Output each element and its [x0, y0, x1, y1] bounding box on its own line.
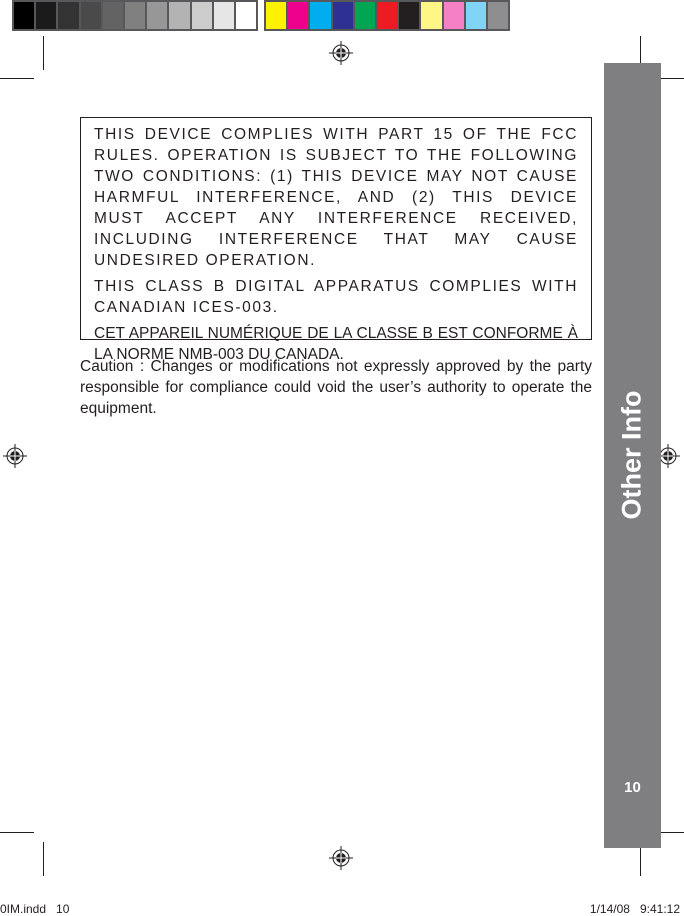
section-title: Other Info [616, 390, 647, 520]
page-number: 10 [624, 779, 641, 796]
color-swatch [333, 2, 353, 29]
gray-swatch [14, 2, 34, 29]
color-swatch [288, 2, 308, 29]
registration-mark-icon [329, 41, 353, 65]
slug-timestamp: 1/14/08 9:41:12 [589, 902, 680, 916]
registration-mark-icon [3, 444, 27, 468]
color-swatch [266, 2, 286, 29]
process-color-bar [264, 0, 510, 31]
crop-mark [43, 36, 44, 70]
gray-swatch [103, 2, 123, 29]
color-swatch [488, 2, 508, 29]
gray-color-bar [12, 0, 258, 31]
fcc-notice-box [80, 117, 592, 363]
gray-swatch [125, 2, 145, 29]
caution-text: Caution : Changes or modifications not expressly approved by the party responsible for compliance could void the user’s authority to operate the equipment. [80, 358, 592, 417]
ices-statement: THIS CLASS B DIGITAL APPARATUS COMPLIES WITH CANADIAN ICES-003. [94, 278, 578, 316]
gray-swatch [36, 2, 56, 29]
gray-swatch [236, 2, 256, 29]
registration-mark-icon [329, 846, 353, 870]
slug-filename: 0IM.indd 10 [0, 902, 70, 916]
crop-mark [0, 832, 34, 833]
gray-swatch [81, 2, 101, 29]
color-swatch [399, 2, 419, 29]
fcc-statement: THIS DEVICE COMPLIES WITH PART 15 OF THE FCC RULES. OPERATION IS SUBJECT TO THE FOLLOWING TWO CONDITIONS: (1) THIS DEVICE MAY NOT CAUSE HARMFUL INTERFERENCE, AND (2) THIS DEVICE MUST ACCEPT ANY INTERFERENCE RECEIVED, INCLUDING INTERFERENCE THAT MAY CAUSE UNDESIRED OPERATION. [94, 126, 578, 269]
gray-swatch [192, 2, 212, 29]
crop-mark [0, 78, 34, 79]
color-swatch [377, 2, 397, 29]
color-swatch [466, 2, 486, 29]
gray-swatch [169, 2, 189, 29]
section-sidebar [604, 63, 661, 848]
gray-swatch [58, 2, 78, 29]
nmb-statement: CET APPAREIL NUMÉRIQUE DE LA CLASSE B EST CONFORME À LA NORME NMB-003 DU CANADA. [94, 325, 578, 363]
color-swatch [421, 2, 441, 29]
gray-swatch [147, 2, 167, 29]
crop-mark [43, 842, 44, 876]
color-swatch [310, 2, 330, 29]
color-swatch [355, 2, 375, 29]
color-swatch [444, 2, 464, 29]
gray-swatch [214, 2, 234, 29]
